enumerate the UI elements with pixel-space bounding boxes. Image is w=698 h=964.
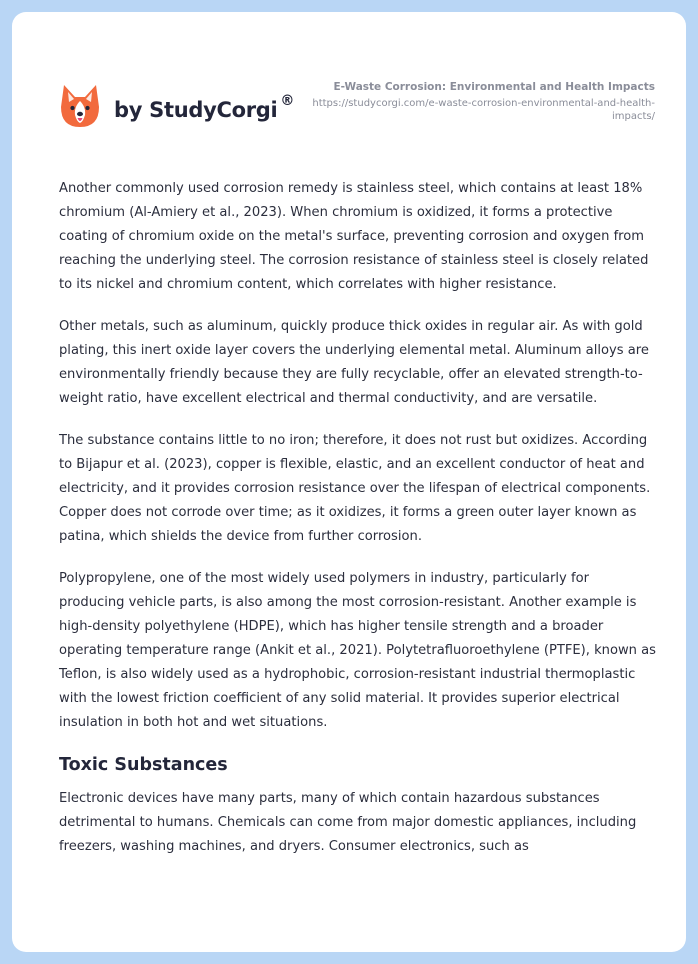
body-paragraph: Electronic devices have many parts, many of which contain hazardous substances detrimental to humans. Chemicals can come from major domestic appliances, including freezers, washing machines, and dryers. Consumer electronics, such as	[59, 791, 637, 854]
body-paragraph: Polypropylene, one of the most widely used polymers in industry, particularly for producing vehicle parts, is also among the most corrosion-resistant. Another example is high-density polyethylene (HDPE), which has higher tensile strength and a broader operating temperature range (Ankit et al., 2021). Polytetrafluoroethylene (PTFE), known as Teflon, is also widely used as a hydrophobic, corrosion-resistant industrial thermoplastic with the lowest friction coefficient of any solid material. It provides superior electrical insulation in both hot and wet situations.	[59, 571, 656, 730]
studycorgi-logo[interactable]	[60, 76, 294, 136]
registered-mark: ®	[280, 92, 295, 109]
document-meta	[285, 80, 655, 123]
logo-wordmark: by StudyCorgi ®	[114, 92, 295, 122]
body-paragraph: Other metals, such as aluminum, quickly produce thick oxides in regular air. As with gold plating, this inert oxide layer covers the underlying elemental metal. Aluminum alloys are environmentally friendly because they are fully recyclable, offer an elevated strength-to-weight ratio, have excellent electrical and thermal conductivity, and are versatile.	[59, 319, 649, 406]
corgi-icon	[60, 83, 100, 129]
document-page	[12, 12, 686, 952]
body-paragraph: Another commonly used corrosion remedy is stainless steel, which contains at least 18% chromium (Al-Amiery et al., 2023). When chromium is oxidized, it forms a protective coating of chromium oxide on the metal's surface, preventing corrosion and oxygen from reaching the underlying steel. The corrosion resistance of stainless steel is closely related to its nickel and chromium content, which correlates with higher resistance.	[59, 181, 649, 292]
document-title: E-Waste Corrosion: Environmental and Health Impacts	[333, 81, 655, 93]
document-url[interactable]: https://studycorgi.com/e-waste-corrosion-environmental-and-health-impacts/	[312, 98, 655, 122]
section-heading: Toxic Substances	[59, 755, 228, 775]
body-paragraph: The substance contains little to no iron; therefore, it does not rust but oxidizes. According to Bijapur et al. (2023), copper is flexible, elastic, and an excellent conductor of heat and electricity, and it provides corrosion resistance over the lifespan of electrical components. Copper does not corrode over time; as it oxidizes, it forms a green outer layer known as patina, which shields the device from further corrosion.	[59, 433, 651, 544]
document-body	[59, 177, 657, 877]
